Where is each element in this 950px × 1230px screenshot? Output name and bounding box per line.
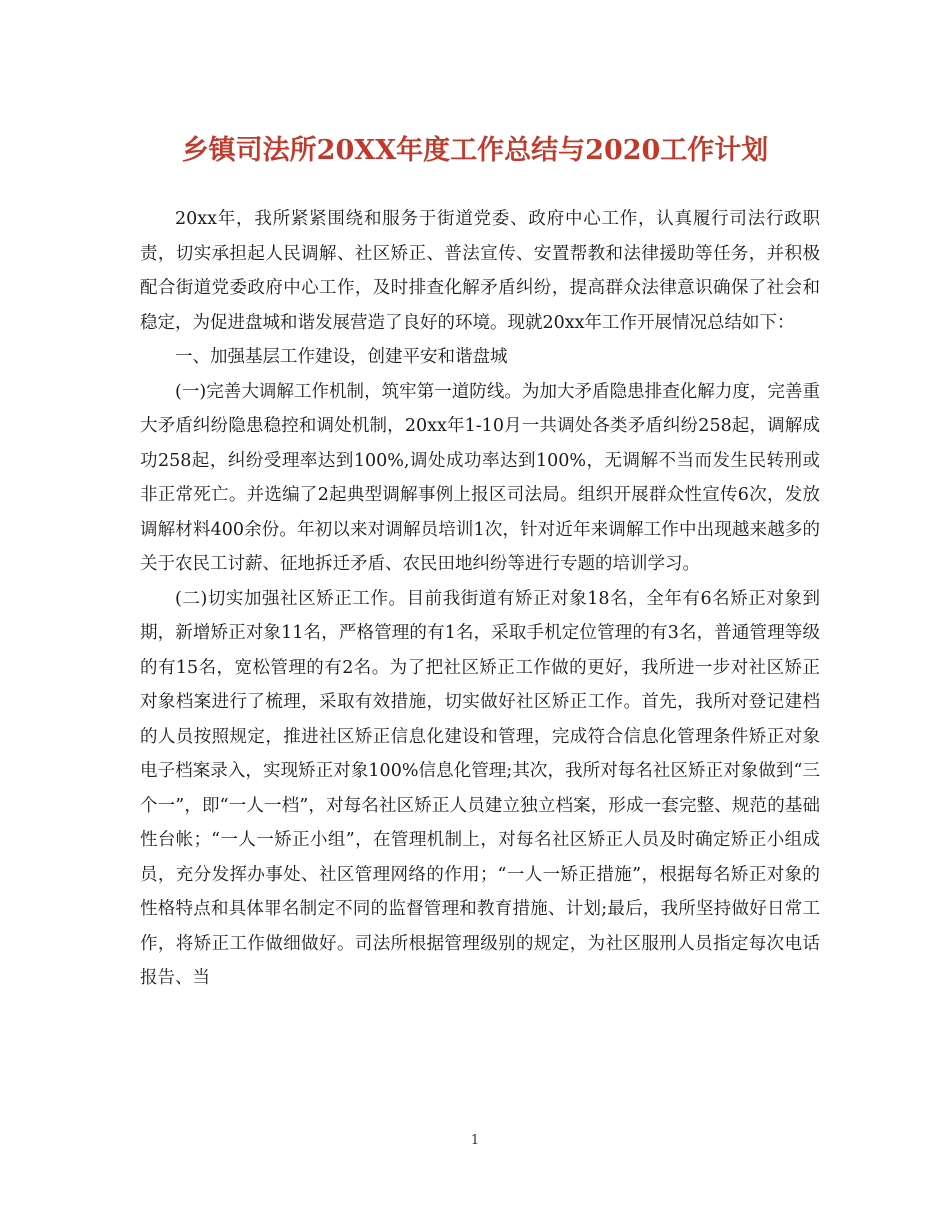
document-body	[140, 202, 820, 996]
paragraph-community-correction: (二)切实加强社区矫正工作。目前我街道有矫正对象18名，全年有6名矫正对象到期，新增矫正对象11名，严格管理的有1名，采取手机定位管理的有3名，普通管理等级的有15名，宽松管理的有2名。为了把社区矫正工作做的更好，我所进一步对社区矫正对象档案进行了梳理，采取有效措施，切实做好社区矫正工作。首先，我所对登记建档的人员按照规定，推进社区矫正信息化建设和管理，完成符合信息化管理条件矫正对象电子档案录入，实现矫正对象100%信息化管理;其次，我所对每名社区矫正对象做到“三个一”，即“一人一档”，对每名社区矫正人员建立独立档案，形成一套完整、规范的基础性台帐；“一人一矫正小组”，在管理机制上，对每名社区矫正人员及时确定矫正小组成员，充分发挥办事处、社区管理网络的作用；“一人一矫正措施”，根据每名矫正对象的性格特点和具体罪名制定不同的监督管理和教育措施、计划;最后，我所坚持做好日常工作，将矫正工作做细做好。司法所根据管理级别的规定，为社区服刑人员指定每次电话报告、当	[140, 588, 820, 988]
paragraph-mediation: (一)完善大调解工作机制，筑牢第一道防线。为加大矛盾隐患排查化解力度，完善重大矛盾纠纷隐患稳控和调处机制，20xx年1-10月一共调处各类矛盾纠纷258起，调解成功258起，纠纷受理率达到100%,调处成功率达到100%，无调解不当而发生民转刑或非正常死亡。并选编了2起典型调解事例上报区司法局。组织开展群众性宣传6次，发放调解材料400余份。年初以来对调解员培训1次，针对近年来调解工作中出现越来越多的关于农民工讨薪、征地拆迁矛盾、农民田地纠纷等进行专题的培训学习。	[140, 381, 820, 574]
page-number: 1	[470, 1133, 480, 1148]
paragraph-intro: 20xx年，我所紧紧围绕和服务于街道党委、政府中心工作，认真履行司法行政职责，切实承担起人民调解、社区矫正、普法宣传、安置帮教和法律援助等任务，并积极配合街道党委政府中心工作，及时排查化解矛盾纠纷，提高群众法律意识确保了社会和稳定，为促进盘城和谐发展营造了良好的环境。现就20xx年工作开展情况总结如下：	[140, 209, 820, 333]
document-title: 乡镇司法所20XX年度工作总结与2020工作计划	[181, 135, 769, 166]
section-heading-1: 一、加强基层工作建设，创建平安和谐盘城	[175, 347, 508, 367]
